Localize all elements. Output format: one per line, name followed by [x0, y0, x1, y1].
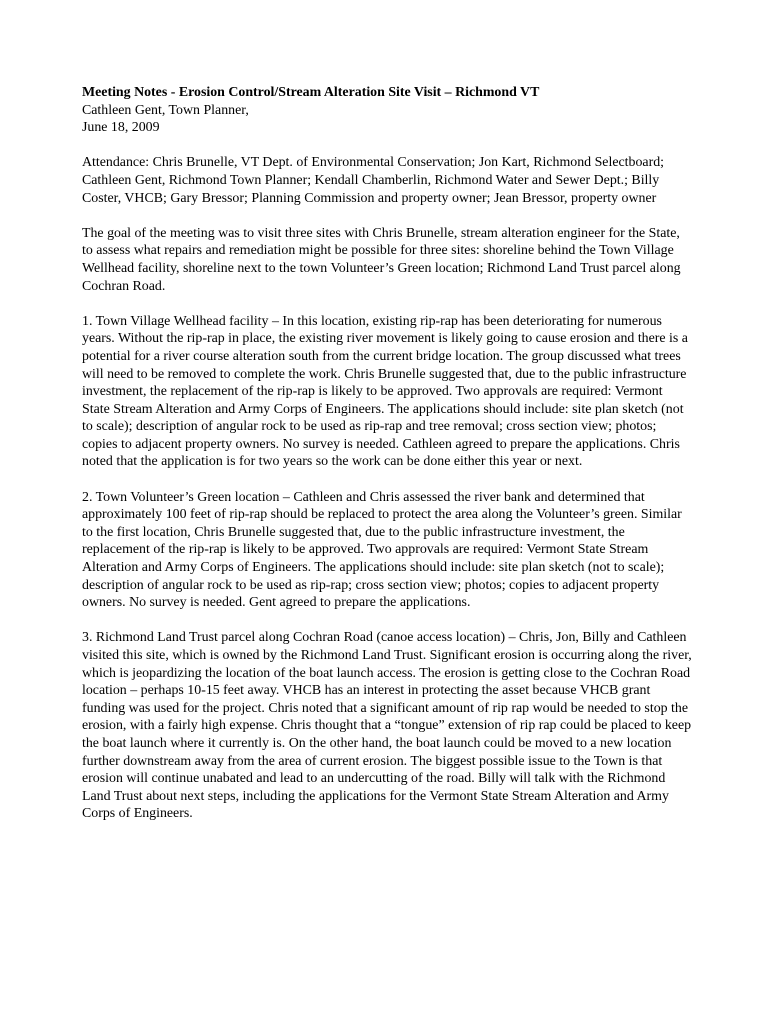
document-title: Meeting Notes - Erosion Control/Stream Alteration Site Visit – Richmond VT — [82, 85, 540, 100]
attendance-paragraph: Attendance: Chris Brunelle, VT Dept. of Environmental Conservation; Jon Kart, Richmond Selectboard; Cathleen Gent, Richmond Town Planner; Kendall Chamberlin, Richmond Water and Sewer Dept.; Billy Coster, VHCB; Gary Bressor; Planning Commission and property owner; Jean Bressor, property owner — [82, 155, 665, 206]
author-line: Cathleen Gent, Town Planner, — [82, 102, 249, 118]
paragraph-spacer — [82, 471, 692, 489]
paragraph-spacer — [82, 612, 692, 630]
date-line: June 18, 2009 — [82, 120, 160, 136]
site-2-paragraph: 2. Town Volunteer’s Green location – Cathleen and Chris assessed the river bank and determined that approximately 100 feet of rip-rap should be replaced to protect the area along the Volunteer’s green. Similar to the first location, Chris Brunelle suggested that, due to the public infrastructure investment, the replacement of the rip-rap is likely to be approved. Two approvals are required: Vermont State Stream Alteration and Army Corps of Engineers. The applications should include: site plan sketch (not to scale); description of angular rock to be used as rip-rap; cross section view; photos; copies to adjacent property owners. No survey is needed. Gent agreed to prepare the applications. — [82, 489, 682, 611]
document-body — [82, 84, 692, 823]
paragraph-spacer — [82, 295, 692, 313]
site-3-paragraph: 3. Richmond Land Trust parcel along Cochran Road (canoe access location) – Chris, Jon, Billy and Cathleen visited this site, which is owned by the Richmond Land Trust. Significant erosion is occurring along the river, which is jeopardizing the location of the boat launch access. The erosion is getting close to the Cochran Road location – perhaps 10-15 feet away. VHCB has an interest in protecting the asset because VHCB grant funding was used for the project. Chris noted that a significant amount of rip rap would be needed to stop the erosion, with a fairly high expense. Chris thought that a “tongue” extension of rip rap could be placed to keep the boat launch where it currently is. On the other hand, the boat launch could be moved to a new location further downstream away from the area of current erosion. The biggest possible issue to the Town is that erosion will continue unabated and lead to an undercutting of the road. Billy will talk with the Richmond Land Trust about next steps, including the applications for the Vermont State Stream Alteration and Army Corps of Engineers. — [82, 630, 692, 822]
paragraph-spacer — [82, 137, 692, 155]
goal-paragraph: The goal of the meeting was to visit three sites with Chris Brunelle, stream alteration engineer for the State, to assess what repairs and remediation might be possible for three sites: shoreline behind the Town Village Wellhead facility, shoreline next to the town Volunteer’s Green location; Richmond Land Trust parcel along Cochran Road. — [82, 225, 681, 294]
paragraph-spacer — [82, 207, 692, 225]
site-1-paragraph: 1. Town Village Wellhead facility – In this location, existing rip-rap has been deteriorating for numerous years. Without the rip-rap in place, the existing river movement is likely going to cause erosion and there is a potential for a river course alteration south from the current bridge location. The group discussed what trees will need to be removed to complete the work. Chris Brunelle suggested that, due to the public infrastructure investment, the replacement of the rip-rap is likely to be approved. Two approvals are required: Vermont State Stream Alteration and Army Corps of Engineers. The applications should include: site plan sketch (not to scale); description of angular rock to be used as rip-rap and tree removal; cross section view; photos; copies to adjacent property owners. No survey is needed. Cathleen agreed to prepare the applications. Chris noted that the application is for two years so the work can be done either this year or next. — [82, 313, 688, 470]
